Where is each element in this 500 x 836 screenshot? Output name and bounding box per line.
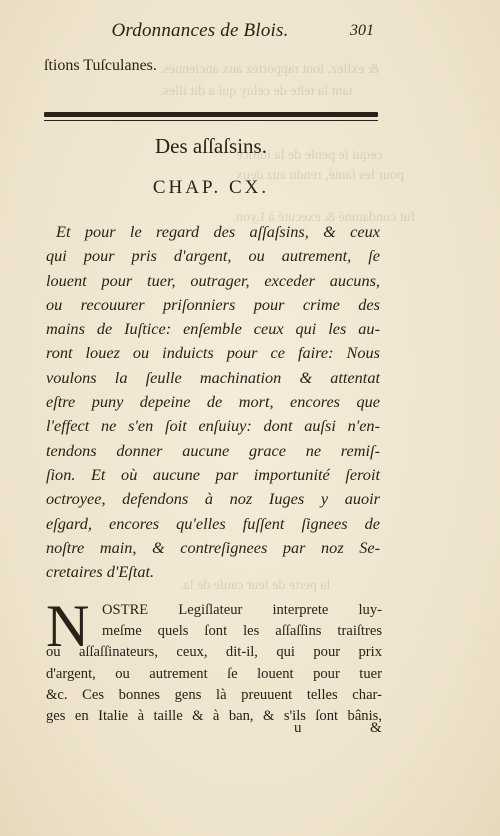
signature-mark: u [294, 720, 302, 736]
catchword: & [370, 720, 382, 736]
ordinance-line: ou recouurer priſonniers pour crime des [46, 294, 380, 314]
ordinance-line: noſtre main, & contreſignees par noz Se- [46, 537, 380, 557]
ordinance-line: ront louez ou induicts pour ce faire: Nous [46, 343, 380, 363]
commentary-line: d'argent, ou autrement ſe louent pour tuer [46, 665, 382, 682]
ordinance-line: ſion. Et où aucune par importunité ſeroit [46, 464, 380, 484]
bleed-through-text: cequi ſe penſe de la iuſtice [236, 148, 383, 163]
drop-cap: N [46, 593, 90, 659]
ordinance-line: cretaires d'Eſtat. [46, 562, 155, 582]
ordinance-line: octroyee, defendons à noz Iuges y auoir [46, 489, 380, 509]
bleed-through-text: & exilez, ſont rapportez aux anciennes. [160, 62, 379, 77]
bleed-through-text: pour les ſanté, rendu auz deux [236, 168, 404, 183]
ordinance-line: eſtre puny depeine de mort, encores que [46, 392, 380, 412]
bleed-through-text: fut condamné & executé à Lyon [236, 210, 416, 225]
ordinance-line: Et pour le regard des aſſaſsins, & ceux [56, 222, 380, 241]
chapter-title: Des aſſaſsins. [155, 134, 267, 158]
ornamental-rule [44, 112, 378, 117]
bleed-through-text: tant la teſte de celuy qui a dit illes. [160, 84, 353, 99]
commentary-line: OSTRE Legiſlateur interprete luy- [102, 602, 382, 618]
commentary-line: ges en Italie à taille & à ban, & s'ils ſont bânis, [46, 708, 382, 725]
ordinance-line: qui pour pris d'argent, ou autrement, ſe [46, 246, 380, 266]
ordinance-line: voulons la ſeulle machination & attentat [46, 367, 380, 387]
commentary-line: &c. Ces bonnes gens là preuuent telles char- [46, 686, 382, 703]
ordinance-line: eſgard, encores qu'elles fuſſent ſignees de [46, 513, 380, 533]
commentary-line: meſme quels ſont les aſſaſſins traiſtres [102, 623, 382, 640]
ordinance-line: l'effect ne s'en ſoit enſuiuy: dont auſsi n'en- [46, 416, 380, 436]
ordinance-line: tendons donner aucune grace ne remiſ- [46, 440, 380, 460]
running-head: Ordonnances de Blois. [111, 20, 289, 41]
carryover-line: ſtions Tuſculanes. [44, 57, 157, 74]
ordinance-line: louent pour tuer, outrager, exceder aucuns, [46, 270, 380, 290]
ornamental-rule-thin [44, 120, 378, 121]
ordinance-line: mains de Iuſtice: enſemble ceux qui les au- [46, 319, 380, 339]
commentary-text [46, 593, 382, 727]
commentary-line: ou aſſaſſinateurs, ceux, dit-il, qui pour prix [46, 644, 382, 661]
bleed-through-text: la perte de leur cauſe de la. [180, 578, 331, 593]
ordinance-text [46, 220, 380, 584]
page-number: 301 [350, 22, 374, 39]
chapter-number: CHAP. CX. [152, 177, 270, 198]
